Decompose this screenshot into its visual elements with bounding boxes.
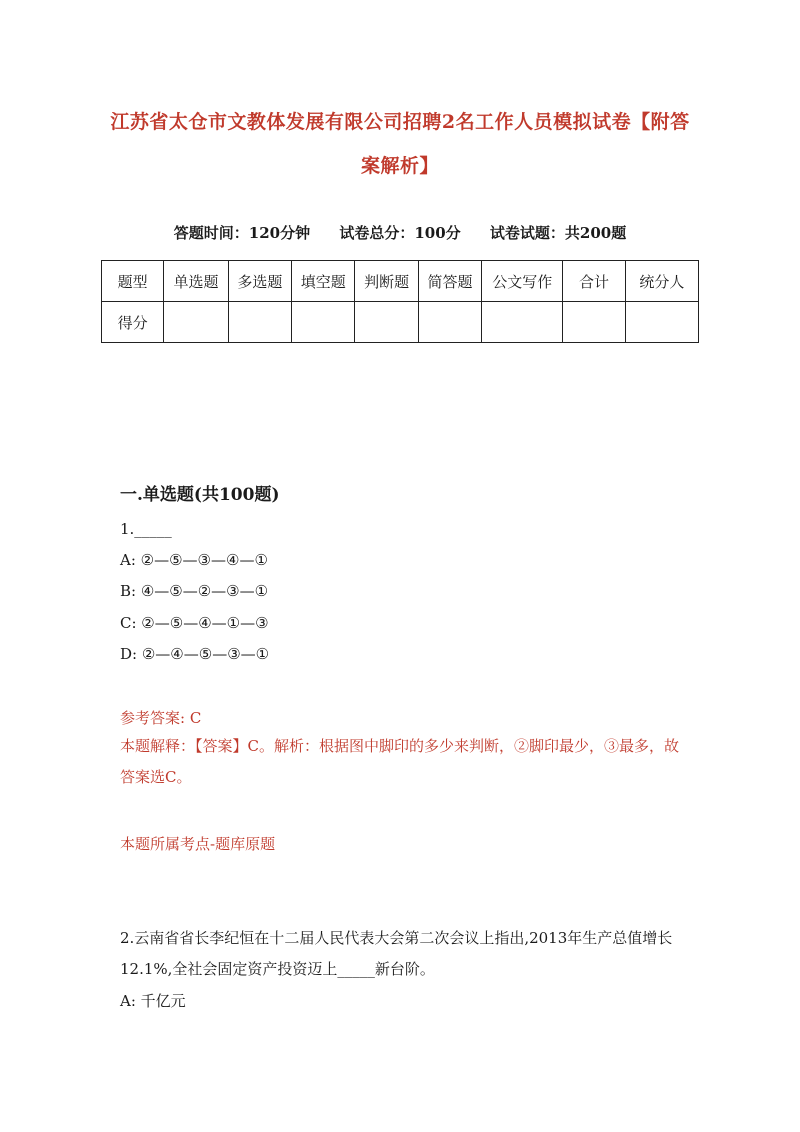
score-cell xyxy=(228,302,291,343)
score-value-row xyxy=(102,302,699,343)
q1-explanation: 本题解释：【答案】C。解析：根据图中脚印的多少来判断，②脚印最少，③最多，故答案选C。 xyxy=(120,737,679,786)
q1-option-a: A: ②—⑤—③—④—① xyxy=(120,551,268,569)
q1-option-c: C: ②—⑤—④—①—③ xyxy=(120,614,269,632)
section-heading: 一.单选题(共100题) xyxy=(120,485,280,505)
q2-stem: 2.云南省省长李纪恒在十二届人民代表大会第二次会议上指出,2013年生产总值增长12.1%,全社会固定资产投资迈上_____新台阶。 xyxy=(120,929,673,978)
q2-option-a: A: 千亿元 xyxy=(120,992,186,1010)
score-cell xyxy=(164,302,228,343)
exam-total: 试卷总分：100分 xyxy=(339,224,461,242)
header-cell: 判断题 xyxy=(355,261,418,302)
header-cell: 公文写作 xyxy=(482,261,563,302)
score-table xyxy=(101,260,699,343)
exam-meta xyxy=(0,222,800,243)
exam-count: 试卷试题：共200题 xyxy=(489,224,627,242)
header-cell: 统分人 xyxy=(625,261,698,302)
q1-stem: 1._____ xyxy=(120,520,172,538)
score-cell xyxy=(482,302,563,343)
document-title: 江苏省太仓市文教体发展有限公司招聘2名工作人员模拟试卷【附答案解析】 xyxy=(110,111,690,177)
header-cell: 多选题 xyxy=(228,261,291,302)
exam-time: 答题时间：120分钟 xyxy=(173,224,311,242)
score-cell xyxy=(625,302,698,343)
row-label-cell: 得分 xyxy=(102,302,164,343)
score-header-row xyxy=(102,261,699,302)
q1-answer: 参考答案: C xyxy=(120,709,202,727)
score-cell xyxy=(355,302,418,343)
score-cell xyxy=(292,302,355,343)
score-cell xyxy=(563,302,625,343)
q1-option-b: B: ④—⑤—②—③—① xyxy=(120,582,269,600)
header-cell: 题型 xyxy=(102,261,164,302)
header-cell: 简答题 xyxy=(418,261,481,302)
header-cell: 填空题 xyxy=(292,261,355,302)
header-cell: 单选题 xyxy=(164,261,228,302)
q1-source: 本题所属考点-题库原题 xyxy=(120,835,276,853)
q1-option-d: D: ②—④—⑤—③—① xyxy=(120,645,270,663)
score-cell xyxy=(418,302,481,343)
header-cell: 合计 xyxy=(563,261,625,302)
